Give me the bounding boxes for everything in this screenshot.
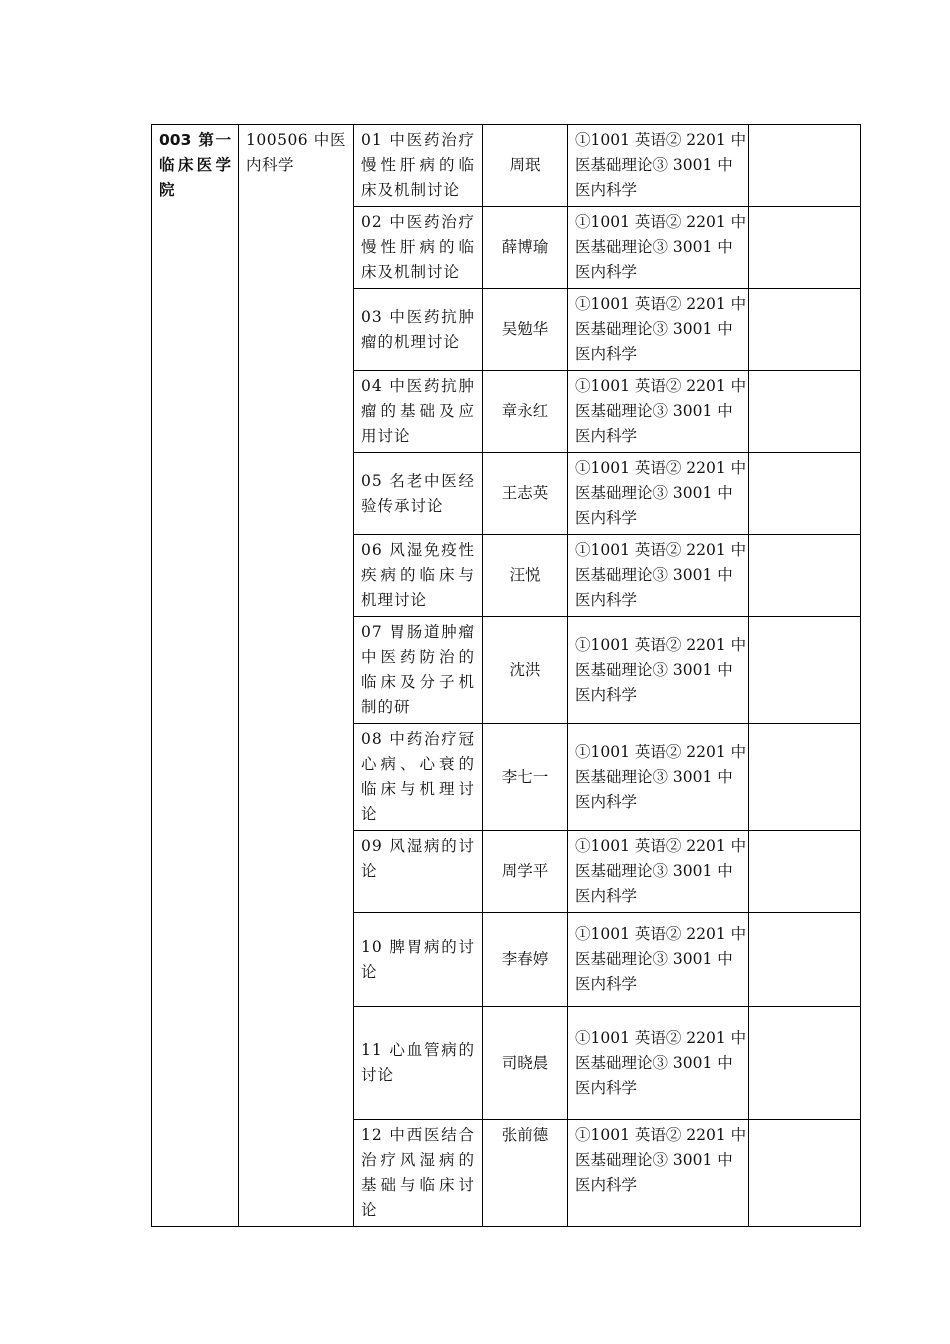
exam-subjects-cell bbox=[568, 371, 749, 453]
exam-subject-line: 医基础理论③ 3001 中 bbox=[575, 950, 733, 968]
exam-subjects-cell bbox=[568, 453, 749, 535]
supervisor-cell: 司晓晨 bbox=[483, 1007, 568, 1120]
exam-subject-line: 医内科学 bbox=[575, 887, 638, 905]
exam-subject-line: 医内科学 bbox=[575, 263, 638, 281]
research-direction-cell: 06 风湿免疫性疾病的临床与机理讨论 bbox=[354, 535, 483, 617]
exam-subject-line: 医基础理论③ 3001 中 bbox=[575, 1151, 733, 1169]
exam-subject-line: ①1001 英语② 2201 中 bbox=[575, 1028, 747, 1047]
remarks-cell bbox=[749, 125, 861, 207]
exam-subjects-cell bbox=[568, 617, 749, 724]
research-direction-cell: 11 心血管病的讨论 bbox=[354, 1007, 483, 1120]
exam-subject-line: ①1001 英语② 2201 中 bbox=[575, 295, 747, 313]
supervisor-cell: 吴勉华 bbox=[483, 289, 568, 371]
exam-subjects-cell bbox=[568, 289, 749, 371]
supervisor-cell: 沈洪 bbox=[483, 617, 568, 724]
exam-subjects-cell bbox=[568, 831, 749, 913]
remarks-cell bbox=[749, 535, 861, 617]
exam-subject-line: ①1001 英语② 2201 中 bbox=[575, 377, 747, 395]
exam-subject-line: ①1001 英语② 2201 中 bbox=[575, 1126, 747, 1144]
research-direction-cell: 03 中医药抗肿瘤的机理讨论 bbox=[354, 289, 483, 371]
remarks-cell bbox=[749, 207, 861, 289]
remarks-cell bbox=[749, 453, 861, 535]
exam-subjects-cell bbox=[568, 1120, 749, 1227]
supervisor-cell: 张前德 bbox=[483, 1120, 568, 1227]
remarks-cell bbox=[749, 1120, 861, 1227]
supervisor-cell: 王志英 bbox=[483, 453, 568, 535]
exam-subject-line: 医内科学 bbox=[575, 345, 638, 363]
exam-subject-line: 医内科学 bbox=[575, 685, 638, 704]
research-direction-cell: 04 中医药抗肿瘤的基础及应用讨论 bbox=[354, 371, 483, 453]
remarks-cell bbox=[749, 913, 861, 1007]
exam-subject-line: ①1001 英语② 2201 中 bbox=[575, 925, 747, 943]
exam-subjects-cell bbox=[568, 724, 749, 831]
table-row bbox=[152, 125, 861, 207]
exam-subject-line: ①1001 英语② 2201 中 bbox=[575, 742, 747, 761]
exam-subject-line: 医基础理论③ 3001 中 bbox=[575, 767, 733, 786]
exam-subject-line: ①1001 英语② 2201 中 bbox=[575, 837, 747, 855]
remarks-cell bbox=[749, 371, 861, 453]
exam-subject-line: 医基础理论③ 3001 中 bbox=[575, 566, 733, 584]
exam-subject-line: 医基础理论③ 3001 中 bbox=[575, 660, 733, 679]
exam-subject-line: 医基础理论③ 3001 中 bbox=[575, 238, 733, 256]
exam-subject-line: 医基础理论③ 3001 中 bbox=[575, 320, 733, 338]
major-cell: 100506 中医内科学 bbox=[239, 125, 354, 1227]
supervisor-cell: 汪悦 bbox=[483, 535, 568, 617]
college-cell: 003 第一临床医学院 bbox=[152, 125, 239, 1227]
exam-subject-line: 医基础理论③ 3001 中 bbox=[575, 402, 733, 420]
exam-subject-line: 医基础理论③ 3001 中 bbox=[575, 484, 733, 502]
exam-subject-line: 医内科学 bbox=[575, 1078, 638, 1097]
exam-subject-line: 医基础理论③ 3001 中 bbox=[575, 862, 733, 880]
exam-subject-line: ①1001 英语② 2201 中 bbox=[575, 541, 747, 559]
research-direction-cell: 08 中药治疗冠心病、心衰的临床与机理讨论 bbox=[354, 724, 483, 831]
supervisor-cell: 薛博瑜 bbox=[483, 207, 568, 289]
exam-subject-line: ①1001 英语② 2201 中 bbox=[575, 459, 747, 477]
research-direction-cell: 12 中西医结合治疗风湿病的基础与临床讨论 bbox=[354, 1120, 483, 1227]
supervisor-cell: 李春婷 bbox=[483, 913, 568, 1007]
exam-subject-line: 医基础理论③ 3001 中 bbox=[575, 156, 733, 174]
exam-subject-line: 医内科学 bbox=[575, 591, 638, 609]
exam-subject-line: 医内科学 bbox=[575, 792, 638, 811]
remarks-cell bbox=[749, 617, 861, 724]
research-direction-cell: 05 名老中医经验传承讨论 bbox=[354, 453, 483, 535]
supervisor-cell: 周学平 bbox=[483, 831, 568, 913]
supervisor-cell: 周珉 bbox=[483, 125, 568, 207]
exam-subjects-cell bbox=[568, 913, 749, 1007]
supervisor-cell: 章永红 bbox=[483, 371, 568, 453]
exam-subject-line: 医内科学 bbox=[575, 181, 638, 199]
research-direction-cell: 02 中医药治疗慢性肝病的临床及机制讨论 bbox=[354, 207, 483, 289]
research-direction-cell: 07 胃肠道肿瘤中医药防治的临床及分子机制的研 bbox=[354, 617, 483, 724]
exam-subject-line: ①1001 英语② 2201 中 bbox=[575, 635, 747, 654]
exam-subjects-cell bbox=[568, 535, 749, 617]
research-direction-cell: 01 中医药治疗慢性肝病的临床及机制讨论 bbox=[354, 125, 483, 207]
table-body bbox=[152, 125, 861, 1227]
exam-subject-line: 医内科学 bbox=[575, 1176, 638, 1194]
remarks-cell bbox=[749, 724, 861, 831]
research-direction-cell: 10 脾胃病的讨论 bbox=[354, 913, 483, 1007]
exam-subjects-cell bbox=[568, 1007, 749, 1120]
exam-subjects-cell bbox=[568, 125, 749, 207]
remarks-cell bbox=[749, 289, 861, 371]
exam-subjects-cell bbox=[568, 207, 749, 289]
remarks-cell bbox=[749, 831, 861, 913]
admissions-table bbox=[151, 124, 861, 1227]
supervisor-cell: 李七一 bbox=[483, 724, 568, 831]
exam-subject-line: 医内科学 bbox=[575, 975, 638, 993]
exam-subject-line: ①1001 英语② 2201 中 bbox=[575, 131, 747, 149]
exam-subject-line: 医内科学 bbox=[575, 509, 638, 527]
exam-subject-line: 医基础理论③ 3001 中 bbox=[575, 1053, 733, 1072]
research-direction-cell: 09 风湿病的讨论 bbox=[354, 831, 483, 913]
remarks-cell bbox=[749, 1007, 861, 1120]
exam-subject-line: ①1001 英语② 2201 中 bbox=[575, 213, 747, 231]
exam-subject-line: 医内科学 bbox=[575, 427, 638, 445]
